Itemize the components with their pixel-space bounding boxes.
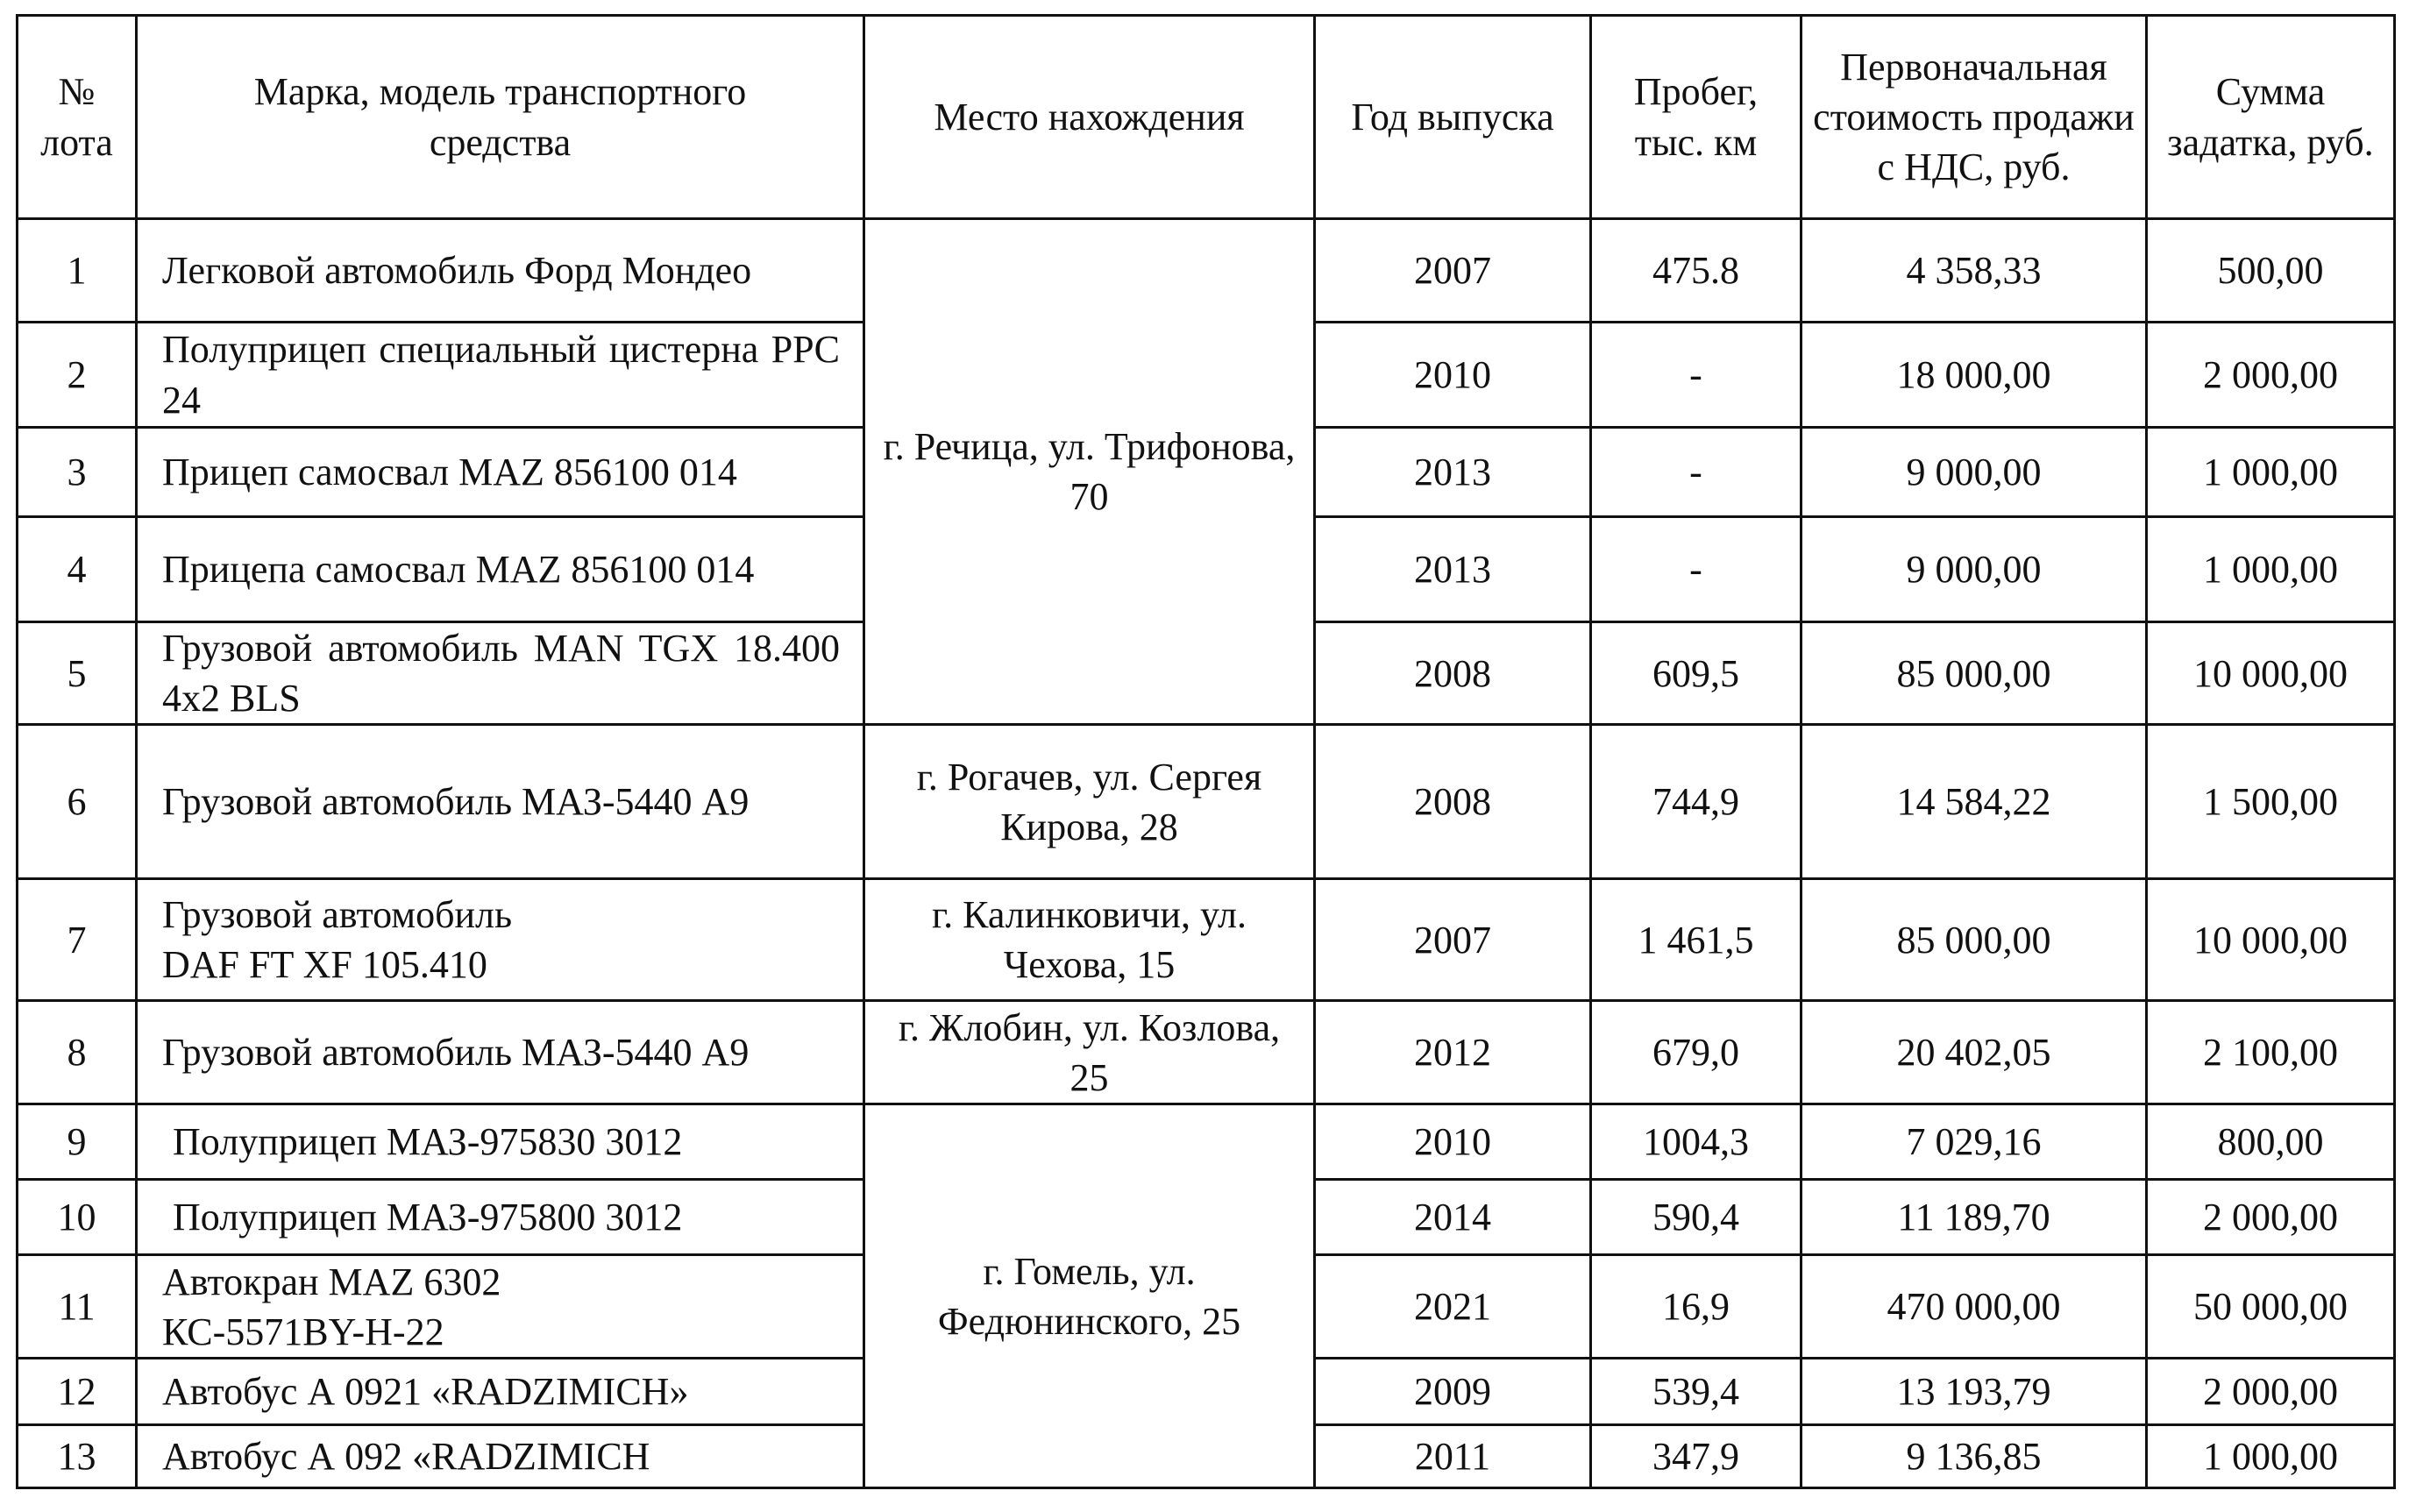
price-cell: 85 000,00 [1801, 879, 2147, 1001]
mileage-cell: - [1591, 428, 1801, 517]
location-cell: г. Жлобин, ул. Козлова, 25 [864, 1001, 1315, 1104]
lot-number: 11 [18, 1255, 137, 1359]
price-cell: 14 584,22 [1801, 725, 2147, 879]
table-row [18, 725, 2395, 879]
header-mileage: Пробег, тыс. км [1591, 16, 1801, 219]
year-cell: 2013 [1315, 517, 1591, 622]
price-cell: 9 136,85 [1801, 1425, 2147, 1488]
year-cell: 2007 [1315, 879, 1591, 1001]
deposit-cell: 800,00 [2147, 1104, 2395, 1180]
price-cell: 11 189,70 [1801, 1180, 2147, 1255]
year-cell: 2010 [1315, 323, 1591, 428]
vehicle-model: Прицеп самосвал MAZ 856100 014 [137, 428, 864, 517]
deposit-cell: 10 000,00 [2147, 622, 2395, 725]
vehicle-model-line: КС-5571BY-Н-22 [162, 1310, 444, 1353]
header-model: Марка, модель транспортного средства [137, 16, 864, 219]
vehicle-model: Полуприцеп специальный цистерна PPC 24 [137, 323, 864, 428]
year-cell: 2021 [1315, 1255, 1591, 1359]
deposit-cell: 1 000,00 [2147, 1425, 2395, 1488]
deposit-cell: 10 000,00 [2147, 879, 2395, 1001]
year-cell: 2014 [1315, 1180, 1591, 1255]
table-row [18, 219, 2395, 323]
location-cell: г. Речица, ул. Трифонова, 70 [864, 219, 1315, 725]
price-cell: 7 029,16 [1801, 1104, 2147, 1180]
lot-number: 13 [18, 1425, 137, 1488]
year-cell: 2011 [1315, 1425, 1591, 1488]
mileage-cell: 539,4 [1591, 1359, 1801, 1425]
lot-number: 7 [18, 879, 137, 1001]
lot-number: 9 [18, 1104, 137, 1180]
vehicle-model: Грузовой автомобиль МАЗ-5440 А9 [137, 725, 864, 879]
price-cell: 470 000,00 [1801, 1255, 2147, 1359]
price-cell: 18 000,00 [1801, 323, 2147, 428]
lot-number: 5 [18, 622, 137, 725]
location-cell: г. Калинковичи, ул. Чехова, 15 [864, 879, 1315, 1001]
mileage-cell: - [1591, 323, 1801, 428]
mileage-cell: 679,0 [1591, 1001, 1801, 1104]
year-cell: 2010 [1315, 1104, 1591, 1180]
lot-number: 4 [18, 517, 137, 622]
header-location: Место нахождения [864, 16, 1315, 219]
price-cell: 9 000,00 [1801, 428, 2147, 517]
mileage-cell: 16,9 [1591, 1255, 1801, 1359]
vehicle-model: Автобус А 092 «RADZIMICH [137, 1425, 864, 1488]
header-row [18, 16, 2395, 219]
header-price: Первоначальная стоимость продажи с НДС, руб. [1801, 16, 2147, 219]
lot-number: 3 [18, 428, 137, 517]
year-cell: 2012 [1315, 1001, 1591, 1104]
deposit-cell: 2 000,00 [2147, 1180, 2395, 1255]
vehicle-model: Полуприцеп МАЗ-975830 3012 [137, 1104, 864, 1180]
lot-number: 2 [18, 323, 137, 428]
vehicle-model-line: DAF FT XF 105.410 [162, 943, 487, 987]
deposit-cell: 1 000,00 [2147, 517, 2395, 622]
mileage-cell: - [1591, 517, 1801, 622]
year-cell: 2009 [1315, 1359, 1591, 1425]
mileage-cell: 590,4 [1591, 1180, 1801, 1255]
deposit-cell: 500,00 [2147, 219, 2395, 323]
header-deposit: Сумма задатка, руб. [2147, 16, 2395, 219]
lot-number: 8 [18, 1001, 137, 1104]
deposit-cell: 50 000,00 [2147, 1255, 2395, 1359]
year-cell: 2013 [1315, 428, 1591, 517]
table-row [18, 1001, 2395, 1104]
location-cell: г. Рогачев, ул. Сергея Кирова, 28 [864, 725, 1315, 879]
lot-number: 1 [18, 219, 137, 323]
mileage-cell: 609,5 [1591, 622, 1801, 725]
deposit-cell: 2 000,00 [2147, 323, 2395, 428]
lot-number: 6 [18, 725, 137, 879]
year-cell: 2008 [1315, 725, 1591, 879]
year-cell: 2007 [1315, 219, 1591, 323]
lot-number: 12 [18, 1359, 137, 1425]
vehicle-model: Грузовой автомобиль МАЗ-5440 А9 [137, 1001, 864, 1104]
vehicle-model: Прицепа самосвал MAZ 856100 014 [137, 517, 864, 622]
vehicle-model: Легковой автомобиль Форд Мондео [137, 219, 864, 323]
mileage-cell: 347,9 [1591, 1425, 1801, 1488]
location-cell: г. Гомель, ул. Федюнинского, 25 [864, 1104, 1315, 1488]
mileage-cell: 475.8 [1591, 219, 1801, 323]
price-cell: 4 358,33 [1801, 219, 2147, 323]
price-cell: 9 000,00 [1801, 517, 2147, 622]
deposit-cell: 2 000,00 [2147, 1359, 2395, 1425]
mileage-cell: 744,9 [1591, 725, 1801, 879]
table-row [18, 879, 2395, 1001]
header-year: Год выпуска [1315, 16, 1591, 219]
vehicle-model [137, 879, 864, 1001]
price-cell: 13 193,79 [1801, 1359, 2147, 1425]
vehicle-model: Автобус А 0921 «RADZIMICH» [137, 1359, 864, 1425]
year-cell: 2008 [1315, 622, 1591, 725]
deposit-cell: 1 000,00 [2147, 428, 2395, 517]
lots-table [16, 14, 2396, 1489]
table-row [18, 1104, 2395, 1180]
mileage-cell: 1004,3 [1591, 1104, 1801, 1180]
price-cell: 20 402,05 [1801, 1001, 2147, 1104]
lot-number: 10 [18, 1180, 137, 1255]
vehicle-model-line: Автокран MAZ 6302 [162, 1260, 501, 1303]
vehicle-model [137, 1255, 864, 1359]
vehicle-model: Грузовой автомобиль MAN TGX 18.400 4x2 BLS [137, 622, 864, 725]
header-lot: № лота [18, 16, 137, 219]
vehicle-model: Полуприцеп МАЗ-975800 3012 [137, 1180, 864, 1255]
deposit-cell: 1 500,00 [2147, 725, 2395, 879]
deposit-cell: 2 100,00 [2147, 1001, 2395, 1104]
vehicle-model-line: Грузовой автомобиль [162, 893, 513, 937]
mileage-cell: 1 461,5 [1591, 879, 1801, 1001]
price-cell: 85 000,00 [1801, 622, 2147, 725]
